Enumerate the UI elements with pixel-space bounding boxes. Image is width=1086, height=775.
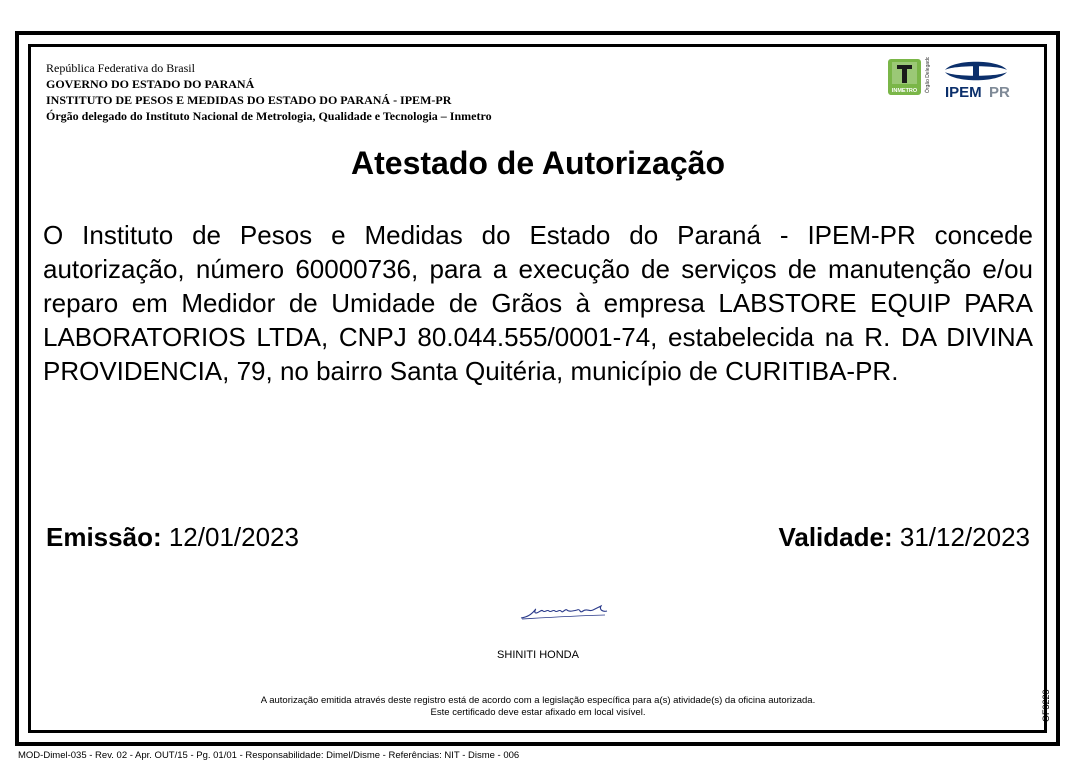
document-footer: MOD-Dimel-035 - Rev. 02 - Apr. OUT/15 - Pg. 01/01 - Responsabilidade: Dimel/Disme - Referências: NIT - Disme - 006 — [18, 750, 520, 761]
header-delegate: Órgão delegado do Instituto Nacional de Metrologia, Qualidade e Tecnologia – Inmetro — [46, 109, 492, 123]
validity-date-value: 31/12/2023 — [899, 522, 1030, 552]
header-institute: INSTITUTO DE PESOS E MEDIDAS DO ESTADO DO PARANÁ - IPEM-PR — [46, 93, 452, 107]
signature-icon — [519, 598, 609, 624]
svg-text:Órgão Delegado: Órgão Delegado — [925, 57, 931, 93]
svg-text:INMETRO: INMETRO — [891, 88, 918, 94]
issuer-header — [46, 60, 492, 124]
issue-date — [46, 520, 299, 554]
inmetro-ipem-logo-icon — [887, 57, 1012, 99]
issue-date-value: 12/01/2023 — [168, 522, 299, 552]
validity-date — [778, 520, 1030, 554]
svg-text:PR: PR — [989, 84, 1010, 99]
certificate-border — [15, 31, 1060, 746]
document-title: Atestado de Autorização — [351, 145, 725, 181]
form-code: OF3223 — [1041, 689, 1051, 722]
signer-name: SHINITI HONDA — [497, 649, 579, 661]
issue-date-label: Emissão: — [46, 522, 162, 552]
header-republic: República Federativa do Brasil — [46, 61, 195, 75]
legal-note-line1: A autorização emitida através deste registro está de acordo com a legislação específica para a(s) atividade(s) da oficina autorizada. — [260, 695, 816, 706]
legal-note — [0, 695, 1076, 719]
authorization-text: O Instituto de Pesos e Medidas do Estado do Paraná - IPEM-PR concede autorização, número 60000736, para a execução de serviços de manutenção e/ou reparo em Medidor de Umidade de Grãos à empresa LABSTORE EQUIP PARA LABORATORIOS LTDA, CNPJ 80.044.555/0001-74, estabelecida na R. DA DIVINA PROVIDENCIA, 79, no bairro Santa Quitéria, município de CURITIBA-PR. — [43, 220, 1033, 386]
validity-date-label: Validade: — [778, 522, 893, 552]
svg-text:IPEM: IPEM — [945, 84, 982, 99]
legal-note-line2: Este certificado deve estar afixado em local visível. — [430, 707, 646, 718]
institution-logos — [887, 57, 1012, 99]
header-government: GOVERNO DO ESTADO DO PARANÁ — [46, 77, 255, 91]
